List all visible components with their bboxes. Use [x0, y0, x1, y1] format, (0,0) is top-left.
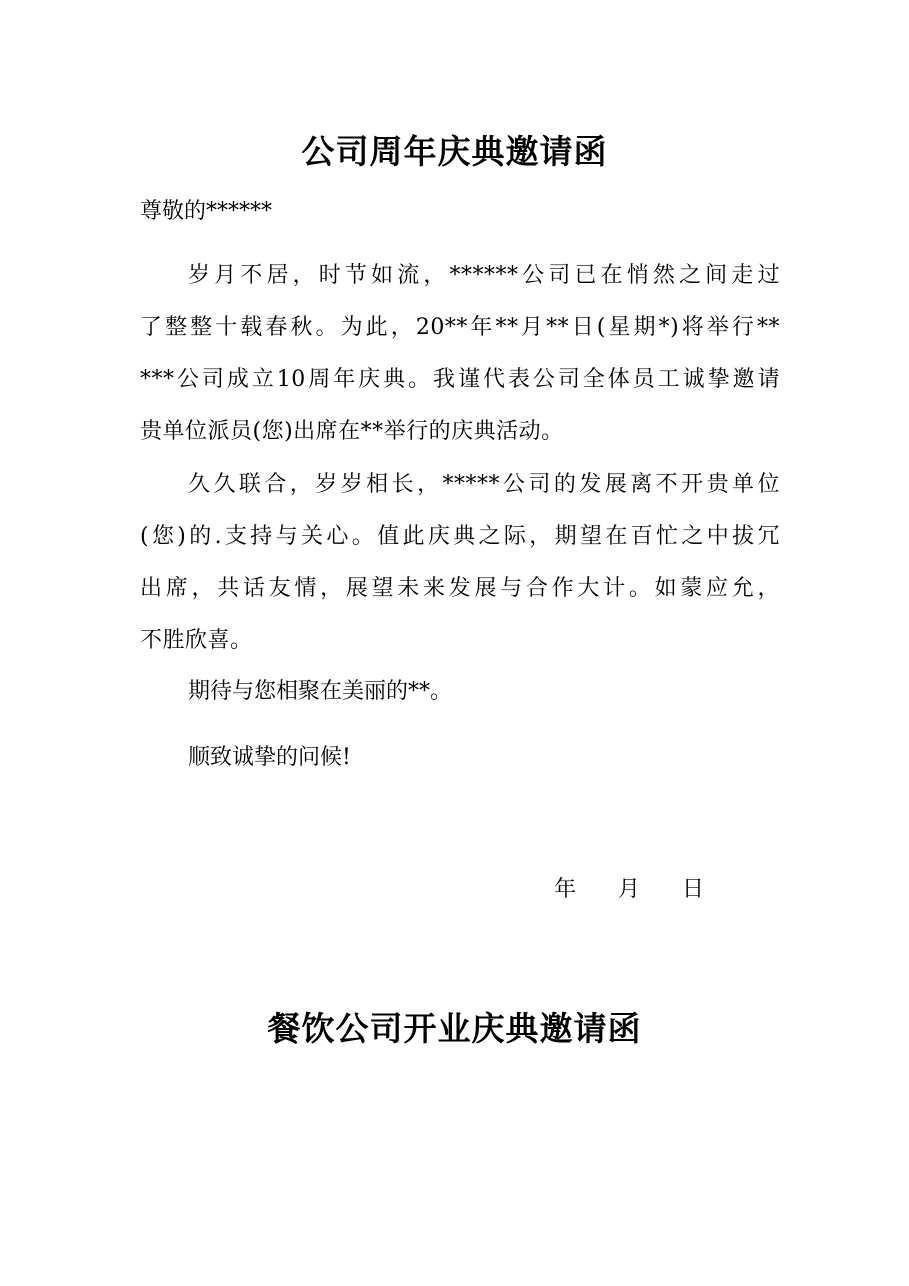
paragraph-2-line: 出席，共话友情，展望未来发展与合作大计。如蒙应允， — [140, 576, 780, 601]
paragraph-2 — [140, 459, 780, 667]
document-title: 公司周年庆典邀请函 — [301, 132, 608, 171]
paragraph-1-line: ***公司成立10周年庆典。我谨代表公司全体员工诚挚邀请 — [140, 367, 780, 392]
paragraph-2-line: 不胜欣喜。 — [140, 628, 253, 653]
closing-line-1: 期待与您相聚在美丽的**。 — [188, 679, 453, 704]
salutation: 尊敬的****** — [140, 199, 273, 224]
next-document-title: 餐饮公司开业庆典邀请函 — [267, 1009, 642, 1048]
paragraph-1-line: 贵单位派员(您)出席在**举行的庆典活动。 — [140, 419, 564, 444]
paragraph-1 — [140, 250, 780, 458]
paragraph-2-line: (您)的.支持与关心。值此庆典之际，期望在百忙之中拔冗 — [140, 524, 780, 549]
paragraph-1-line: 岁月不居，时节如流，******公司已在悄然之间走过 — [188, 263, 780, 288]
paragraph-2-line: 久久联合，岁岁相长，*****公司的发展离不开贵单位 — [188, 472, 780, 497]
paragraph-1-line: 了整整十载春秋。为此，20**年**月**日(星期*)将举行** — [140, 315, 780, 340]
closing-line-2: 顺致诚挚的问候! — [188, 745, 351, 770]
date-line: 年 月 日 — [554, 877, 704, 902]
